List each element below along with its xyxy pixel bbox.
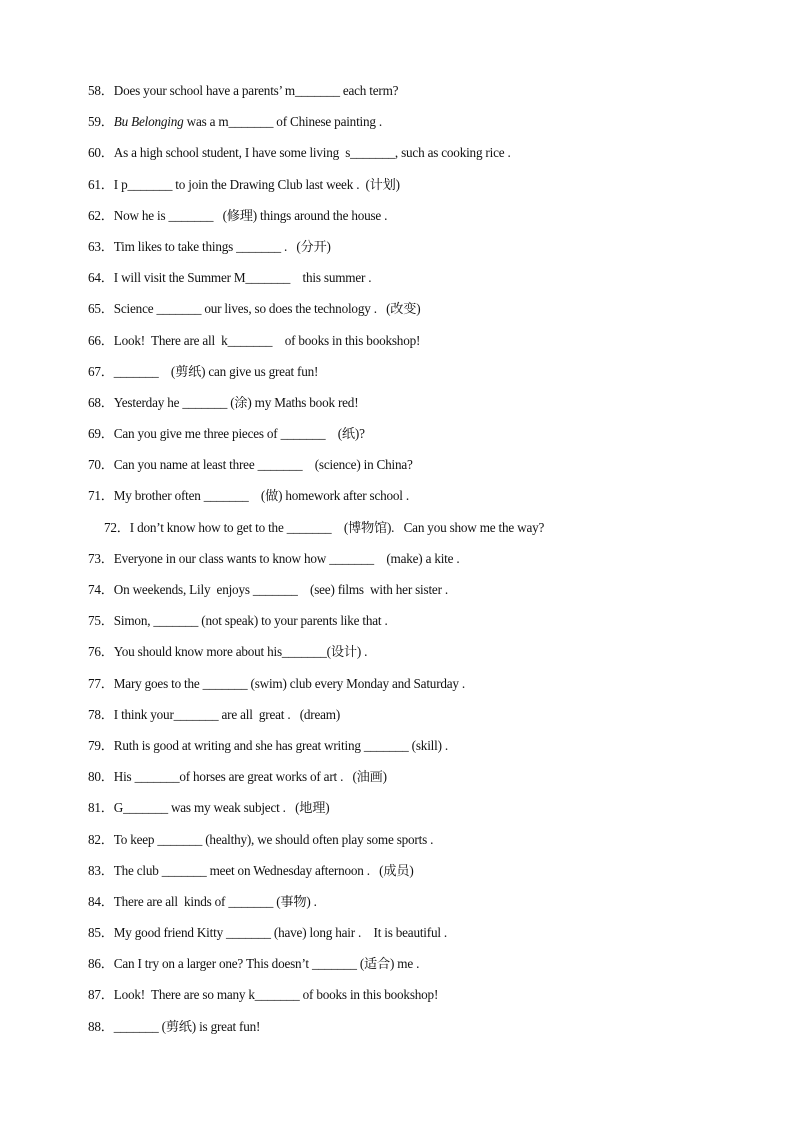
question-76: 76．You should know more about his_______(设计) .	[88, 644, 368, 660]
question-60: 60．As a high school student, I have some living s_______, such as cooking rice .	[88, 145, 511, 161]
question-72: 72．I don’t know how to get to the _______ (博物馆). Can you show me the way?	[104, 519, 545, 535]
question-88: 88．_______ (剪纸) is great fun!	[88, 1018, 261, 1034]
question-68: 68．Yesterday he _______ (涂) my Maths book red!	[88, 394, 359, 410]
question-69: 69．Can you give me three pieces of _______ (纸)?	[88, 426, 365, 442]
question-67: 67．_______ (剪纸) can give us great fun!	[88, 363, 319, 379]
question-79: 79．Ruth is good at writing and she has great writing _______ (skill) .	[88, 737, 448, 753]
question-66: 66．Look! There are all k_______ of books in this bookshop!	[88, 332, 421, 348]
question-74: 74．On weekends, Lily enjoys _______ (see) films with her sister .	[88, 582, 448, 597]
question-73: 73．Everyone in our class wants to know how _______ (make) a kite .	[88, 550, 460, 566]
question-62: 62．Now he is _______ (修理) things around the house .	[88, 207, 388, 223]
question-80: 80．His _______of horses are great works of art . (油画)	[88, 769, 387, 785]
question-78: 78．I think your_______ are all great . (dream)	[88, 706, 341, 722]
question-75: 75．Simon, _______ (not speak) to your parents like that .	[88, 613, 388, 629]
question-61: 61．I p_______ to join the Drawing Club last week . (计划)	[88, 176, 400, 192]
question-84: 84．There are all kinds of _______ (事物) .	[88, 893, 317, 909]
question-71: 71．My brother often _______ (做) homework after school .	[88, 488, 409, 504]
question-81: 81．G_______ was my weak subject . (地理)	[88, 800, 330, 816]
question-87: 87．Look! There are so many k_______ of books in this bookshop!	[88, 987, 439, 1003]
question-82: 82．To keep _______ (healthy), we should often play some sports .	[88, 831, 434, 847]
question-list	[88, 80, 768, 1047]
question-85: 85．My good friend Kitty _______ (have) long hair . It is beautiful .	[88, 925, 448, 941]
question-77: 77．Mary goes to the _______ (swim) club every Monday and Saturday .	[88, 675, 466, 691]
question-83: 83．The club _______ meet on Wednesday afternoon . (成员)	[88, 862, 414, 878]
question-58: 58．Does your school have a parents’ m_______ each term?	[88, 83, 399, 98]
question-63: 63．Tim likes to take things _______ . (分开)	[88, 238, 331, 254]
question-70: 70．Can you name at least three _______ (science) in China?	[88, 457, 413, 473]
question-65: 65．Science _______ our lives, so does the technology . (改变)	[88, 301, 421, 317]
question-59: 59．Bu Belonging was a m_______ of Chinese painting .	[88, 114, 382, 130]
question-86: 86．Can I try on a larger one? This doesn’t _______ (适合) me .	[88, 956, 420, 972]
painting-title: Bu Belonging	[113, 114, 184, 130]
question-64: 64．I will visit the Summer M_______ this summer .	[88, 270, 372, 286]
